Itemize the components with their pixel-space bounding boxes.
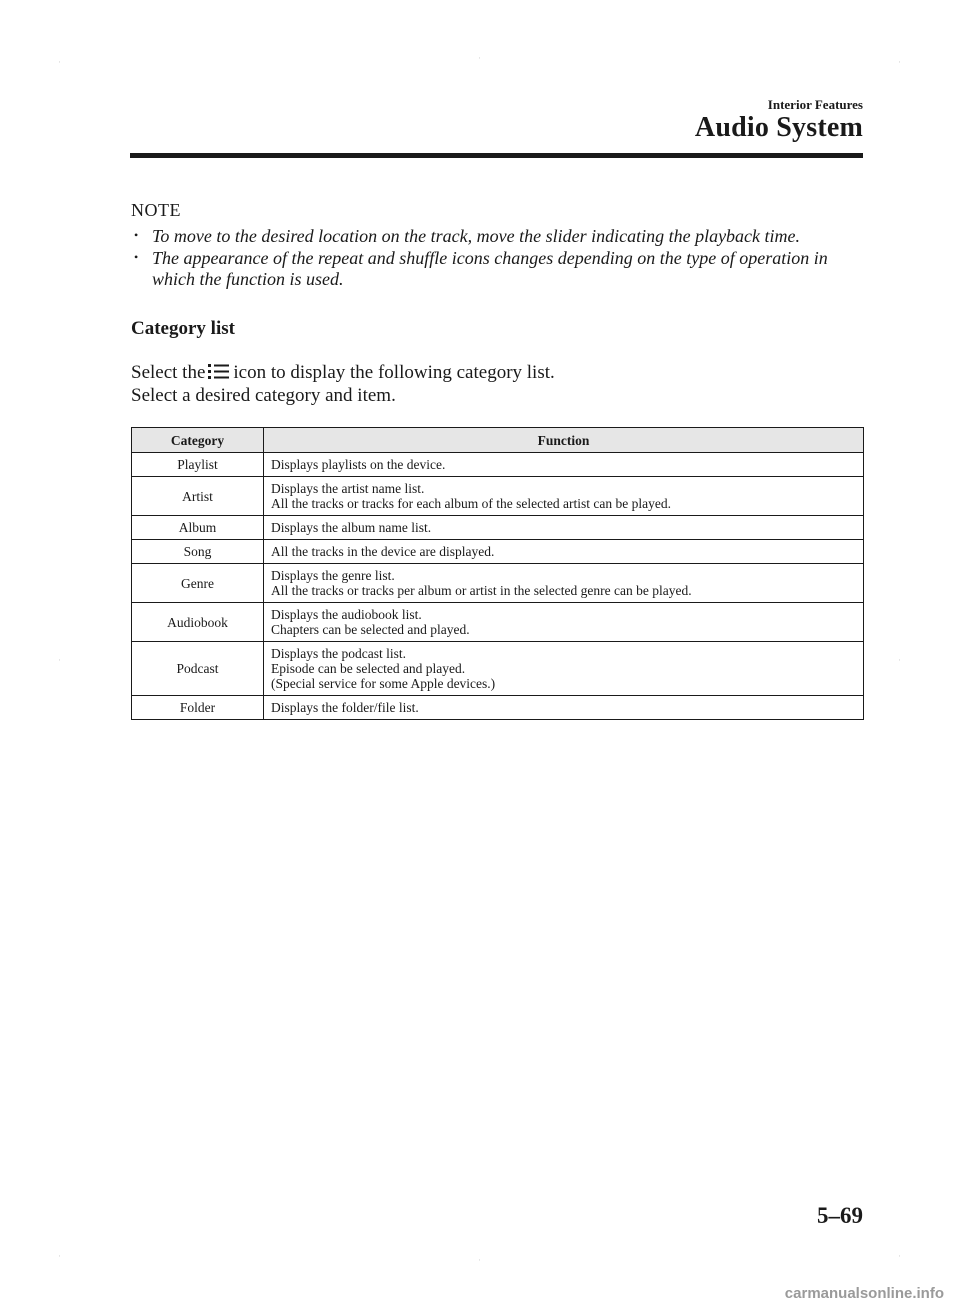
note-text: To move to the desired location on the track, move the slider indicating the playback time.	[152, 226, 801, 246]
category-cell: Genre	[132, 564, 264, 603]
note-item	[131, 226, 871, 247]
note-heading: NOTE	[131, 200, 181, 220]
function-cell	[264, 477, 864, 516]
function-line: All the tracks in the device are displayed.	[271, 544, 495, 559]
crop-mark: ·	[58, 57, 61, 67]
table-body	[132, 453, 864, 720]
category-cell: Folder	[132, 696, 264, 720]
table-header-row	[132, 428, 864, 453]
crop-mark: ·	[898, 1251, 901, 1261]
category-cell: Artist	[132, 477, 264, 516]
function-line: Displays the album name list.	[271, 520, 432, 535]
function-line: All the tracks or tracks for each album of the selected artist can be played.	[271, 496, 671, 511]
category-cell: Playlist	[132, 453, 264, 477]
section-label: Interior Features	[767, 97, 863, 112]
category-intro	[131, 361, 555, 407]
crop-mark: ·	[898, 57, 901, 67]
function-line: Displays the folder/file list.	[271, 700, 419, 715]
category-cell: Audiobook	[132, 603, 264, 642]
note-text: The appearance of the repeat and shuffle icons changes depending on the type of operation in which the function is used.	[152, 248, 828, 289]
table-row	[132, 516, 864, 540]
function-line: (Special service for some Apple devices.)	[271, 676, 496, 691]
function-line: Episode can be selected and played.	[271, 661, 466, 676]
function-line: Displays playlists on the device.	[271, 457, 446, 472]
function-line: Displays the podcast list.	[271, 646, 406, 661]
crop-mark: ·	[898, 655, 901, 665]
table-row	[132, 453, 864, 477]
table-row	[132, 540, 864, 564]
header-rule	[130, 153, 863, 158]
list-icon	[208, 363, 229, 380]
note-item	[131, 248, 871, 290]
function-cell	[264, 540, 864, 564]
intro-line	[131, 361, 555, 384]
column-header-function: Function	[264, 428, 864, 453]
section-title: Audio System	[694, 112, 863, 143]
table-row	[132, 642, 864, 696]
function-cell	[264, 603, 864, 642]
note-list	[131, 226, 871, 291]
bullet-icon: •	[134, 228, 139, 242]
function-cell	[264, 453, 864, 477]
function-cell	[264, 516, 864, 540]
crop-mark: ·	[478, 1255, 481, 1265]
category-cell: Album	[132, 516, 264, 540]
category-list-heading: Category list	[131, 318, 235, 339]
category-table	[131, 427, 864, 720]
function-cell	[264, 564, 864, 603]
intro-line: Select a desired category and item.	[131, 385, 396, 406]
crop-mark: ·	[58, 655, 61, 665]
intro-text: icon to display the following category list.	[233, 362, 555, 383]
column-header-category: Category	[132, 428, 264, 453]
function-line: All the tracks or tracks per album or artist in the selected genre can be played.	[271, 583, 692, 598]
function-cell	[264, 696, 864, 720]
function-cell	[264, 642, 864, 696]
table-row	[132, 603, 864, 642]
table-row	[132, 477, 864, 516]
table-row	[132, 696, 864, 720]
crop-mark: ·	[58, 1251, 61, 1261]
page-number: 5–69	[817, 1203, 863, 1228]
table-row	[132, 564, 864, 603]
bullet-icon: •	[134, 250, 139, 264]
function-line: Chapters can be selected and played.	[271, 622, 470, 637]
function-line: Displays the artist name list.	[271, 481, 425, 496]
watermark: carmanualsonline.info	[784, 1285, 944, 1302]
crop-mark: ·	[478, 53, 481, 63]
category-cell: Song	[132, 540, 264, 564]
intro-text: Select the	[131, 362, 206, 383]
function-line: Displays the audiobook list.	[271, 607, 422, 622]
function-line: Displays the genre list.	[271, 568, 395, 583]
category-cell: Podcast	[132, 642, 264, 696]
